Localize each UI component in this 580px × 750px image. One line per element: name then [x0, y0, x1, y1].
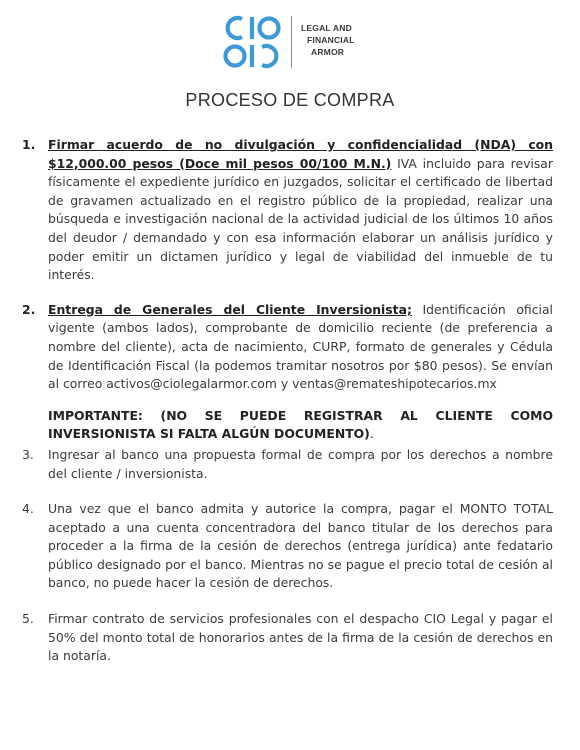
important-suffix: . — [369, 426, 374, 442]
item-number: 3. — [22, 446, 34, 462]
item-bold-text: Entrega de Generales del Cliente Inversionista; — [48, 301, 412, 317]
important-text: IMPORTANTE: (NO SE PUEDE REGISTRAR AL CLIENTE COMO INVERSIONISTA SI FALTA ALGÚN DOCUMENTO) — [48, 407, 553, 442]
important-notice — [48, 407, 553, 444]
document-body — [22, 136, 553, 666]
list-item-4 — [22, 500, 553, 593]
brand-name — [301, 22, 355, 58]
item-text: Ingresar al banco una propuesta formal de compra por los derechos a nombre del cliente / inversionista. — [48, 446, 553, 481]
brand-line: LEGAL AND — [301, 23, 352, 33]
page-title: PROCESO DE COMPRA — [185, 90, 395, 110]
item-text: Una vez que el banco admita y autorice la compra, pagar el MONTO TOTAL aceptado a una cuenta concentradora del banco titular de los derechos para proceder a la firma de la cesión de derechos (entrega jurídica) ante fedatario público designado por el banco. Mientras no se pague el precio total de cesión al banco, no puede hacer la cesión de derechos. — [48, 501, 553, 591]
item-number: 2. — [22, 301, 36, 317]
list-item-2 — [22, 301, 553, 394]
list-item-3 — [22, 446, 553, 483]
logo-divider — [291, 16, 292, 68]
item-number: 4. — [22, 501, 34, 517]
item-number: 5. — [22, 611, 34, 627]
item-bold-text: Firmar acuerdo de no divulgación y confidencialidad (NDA) con $12,000.00 pesos (Doce mil pesos 00/100 M.N.) — [48, 137, 553, 171]
cio-logo-icon — [222, 12, 282, 72]
item-text: Firmar contrato de servicios profesionales con el despacho CIO Legal y pagar el 50% del monto total de honorarios antes de la firma de la cesión de derechos en la notaría. — [48, 611, 553, 664]
item-text: IVA incluido para revisar físicamente el expediente jurídico en juzgados, solicitar el certificado de libertad de gravamen actualizado en el registro público de la propiedad, realizar una búsqueda e investigación nacional de la actividad judicial de los últimos 10 años del deudor / demandado y con esa información elaborar un análisis jurídico y poder emitir un dictamen jurídico y legal de viabilidad del inmueble de tu interés. — [48, 155, 553, 283]
item-number: 1. — [22, 137, 36, 152]
list-item-1 — [22, 136, 553, 285]
header — [0, 8, 580, 78]
item-text: Identificación oficial vigente (ambos lados), comprobante de domicilio reciente (de preferencia a nombre del cliente), acta de nacimiento, CURP, formato de generales y Cédula de Identificación Fiscal (la podemos tramitar nosotros por $80 pesos). Se envían al correo activos@ciolegalarmor.com y ventas@remateshipotecarios.mx — [48, 301, 554, 392]
brand-line: FINANCIAL — [307, 35, 355, 45]
list-item-5 — [22, 610, 553, 666]
brand-line: ARMOR — [311, 47, 345, 57]
